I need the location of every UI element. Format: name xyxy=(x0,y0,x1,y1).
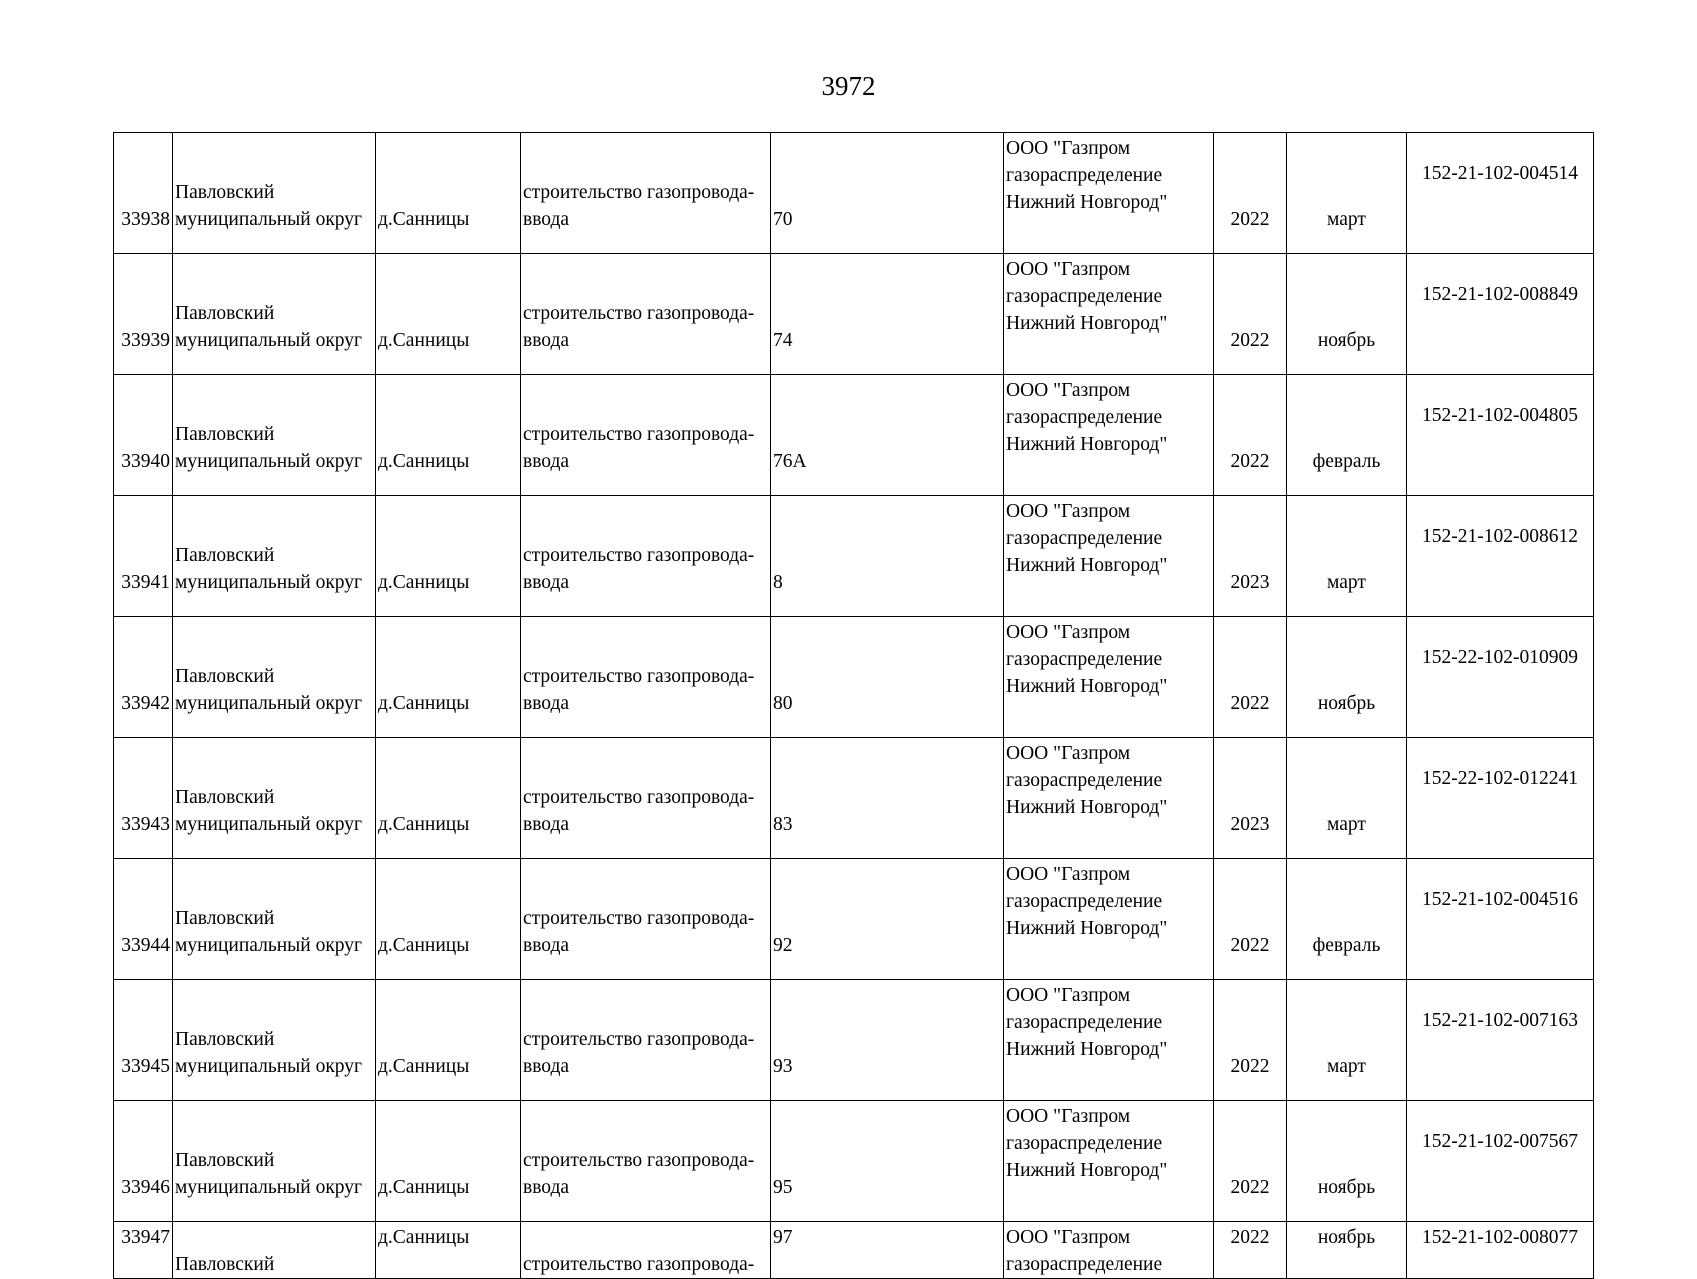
row-house: 93 xyxy=(771,980,1004,1101)
row-org xyxy=(1004,1101,1214,1222)
row-month: март xyxy=(1287,133,1407,254)
row-id: 33947 xyxy=(114,1222,173,1279)
table-row xyxy=(114,617,1594,738)
row-settlement: д.Санницы xyxy=(376,1101,521,1222)
row-district-line1: Павловский xyxy=(175,1150,275,1171)
row-district-line2: муниципальный округ xyxy=(175,1177,363,1198)
row-settlement: д.Санницы xyxy=(376,738,521,859)
row-month: март xyxy=(1287,496,1407,617)
row-work-line1: строительство газопровода- xyxy=(523,1029,755,1050)
row-work xyxy=(521,859,771,980)
row-code xyxy=(1407,254,1594,375)
row-code xyxy=(1407,738,1594,859)
row-month: февраль xyxy=(1287,375,1407,496)
row-id: 33943 xyxy=(114,738,173,859)
row-code-value: 152-22-102-010909 xyxy=(1422,647,1578,668)
row-org-line1: ООО "Газпром xyxy=(1006,259,1131,280)
row-id: 33945 xyxy=(114,980,173,1101)
row-org-line1: ООО "Газпром xyxy=(1006,1227,1131,1248)
row-house: 76А xyxy=(771,375,1004,496)
table-row xyxy=(114,738,1594,859)
row-work xyxy=(521,496,771,617)
row-district-line1: Павловский xyxy=(175,666,275,687)
row-org-line1: ООО "Газпром xyxy=(1006,380,1131,401)
row-org-line3: Нижний Новгород" xyxy=(1006,434,1168,455)
row-code xyxy=(1407,980,1594,1101)
row-work xyxy=(521,133,771,254)
row-code-value: 152-21-102-004516 xyxy=(1422,889,1578,910)
row-code xyxy=(1407,1101,1594,1222)
row-org-line1: ООО "Газпром xyxy=(1006,864,1131,885)
row-org-line2: газораспределение xyxy=(1006,407,1163,428)
row-id: 33944 xyxy=(114,859,173,980)
row-org-line2: газораспределение xyxy=(1006,649,1163,670)
row-settlement: д.Санницы xyxy=(376,375,521,496)
row-org-line3: Нижний Новгород" xyxy=(1006,1039,1168,1060)
row-work xyxy=(521,980,771,1101)
row-district-line2: муниципальный округ xyxy=(175,693,363,714)
row-work xyxy=(521,254,771,375)
row-org xyxy=(1004,254,1214,375)
row-code xyxy=(1407,375,1594,496)
row-month: февраль xyxy=(1287,859,1407,980)
table-row xyxy=(114,1101,1594,1222)
page-number: 3972 xyxy=(821,71,876,101)
row-month: март xyxy=(1287,738,1407,859)
row-org-line1: ООО "Газпром xyxy=(1006,743,1131,764)
row-code-value: 152-21-102-008612 xyxy=(1422,526,1578,547)
row-district-line2: муниципальный округ xyxy=(175,572,363,593)
row-code-value: 152-21-102-004514 xyxy=(1422,163,1578,184)
row-org-line1: ООО "Газпром xyxy=(1006,622,1131,643)
row-work-line2: ввода xyxy=(523,572,570,593)
row-year: 2022 xyxy=(1214,375,1287,496)
row-district xyxy=(173,980,376,1101)
row-code-value: 152-21-102-007163 xyxy=(1422,1010,1578,1031)
row-code xyxy=(1407,859,1594,980)
row-work-line2: ввода xyxy=(523,1177,570,1198)
row-work-line2: ввода xyxy=(523,209,570,230)
row-year: 2022 xyxy=(1214,1101,1287,1222)
row-district xyxy=(173,738,376,859)
row-org-line1: ООО "Газпром xyxy=(1006,138,1131,159)
row-org xyxy=(1004,133,1214,254)
row-settlement: д.Санницы xyxy=(376,859,521,980)
row-house: 83 xyxy=(771,738,1004,859)
row-year: 2022 xyxy=(1214,133,1287,254)
row-month: ноябрь xyxy=(1287,254,1407,375)
row-month: март xyxy=(1287,980,1407,1101)
table-row xyxy=(114,375,1594,496)
row-district-line2: муниципальный округ xyxy=(175,451,363,472)
row-district-line1: Павловский xyxy=(175,545,275,566)
row-work xyxy=(521,617,771,738)
row-settlement: д.Санницы xyxy=(376,133,521,254)
row-org-line3: Нижний Новгород" xyxy=(1006,192,1168,213)
row-org-line2: газораспределение xyxy=(1006,165,1163,186)
row-work xyxy=(521,738,771,859)
row-work xyxy=(521,1222,771,1279)
row-district xyxy=(173,1101,376,1222)
row-org-line2: газораспределение xyxy=(1006,891,1163,912)
row-district-line1: Павловский xyxy=(175,424,275,445)
row-code-value: 152-21-102-004805 xyxy=(1422,405,1578,426)
row-house: 92 xyxy=(771,859,1004,980)
row-work-line1: строительство газопровода- xyxy=(523,303,755,324)
row-year: 2022 xyxy=(1214,980,1287,1101)
row-id: 33940 xyxy=(114,375,173,496)
row-org-line1: ООО "Газпром xyxy=(1006,1106,1131,1127)
row-settlement: д.Санницы xyxy=(376,254,521,375)
row-org-line1: ООО "Газпром xyxy=(1006,501,1131,522)
row-settlement: д.Санницы xyxy=(376,1222,521,1279)
row-work xyxy=(521,1101,771,1222)
row-work-line2: ввода xyxy=(523,1056,570,1077)
row-work-line1: строительство газопровода- xyxy=(523,424,755,445)
row-org xyxy=(1004,738,1214,859)
row-code xyxy=(1407,496,1594,617)
row-org-line3: Нижний Новгород" xyxy=(1006,797,1168,818)
row-month: ноябрь xyxy=(1287,617,1407,738)
row-work-line2: ввода xyxy=(523,693,570,714)
row-org-line3: Нижний Новгород" xyxy=(1006,676,1168,697)
row-district-line1: Павловский xyxy=(175,182,275,203)
row-work-line2: ввода xyxy=(523,935,570,956)
row-id: 33941 xyxy=(114,496,173,617)
row-org xyxy=(1004,496,1214,617)
row-code-value: 152-22-102-012241 xyxy=(1422,768,1578,789)
row-org xyxy=(1004,375,1214,496)
row-district-line2: муниципальный округ xyxy=(175,1056,363,1077)
row-house: 74 xyxy=(771,254,1004,375)
row-month: ноябрь xyxy=(1287,1101,1407,1222)
row-code-value: 152-21-102-008849 xyxy=(1422,284,1578,305)
table-body xyxy=(114,133,1594,1279)
row-id: 33939 xyxy=(114,254,173,375)
row-district-line1: Павловский xyxy=(175,1029,275,1050)
row-org xyxy=(1004,859,1214,980)
row-district xyxy=(173,617,376,738)
registry-table xyxy=(113,132,1594,1279)
row-house: 95 xyxy=(771,1101,1004,1222)
row-district xyxy=(173,133,376,254)
row-org-line2: газораспределение xyxy=(1006,1133,1163,1154)
row-work-line2: ввода xyxy=(523,330,570,351)
row-year: 2022 xyxy=(1214,617,1287,738)
table-row xyxy=(114,980,1594,1101)
row-org xyxy=(1004,1222,1214,1279)
row-district xyxy=(173,496,376,617)
row-id: 33942 xyxy=(114,617,173,738)
row-org-line1: ООО "Газпром xyxy=(1006,985,1131,1006)
row-org-line2: газораспределение xyxy=(1006,1012,1163,1033)
table-row xyxy=(114,496,1594,617)
row-org-line3: Нижний Новгород" xyxy=(1006,918,1168,939)
row-house: 70 xyxy=(771,133,1004,254)
row-district-line2: муниципальный округ xyxy=(175,935,363,956)
row-house: 97 xyxy=(771,1222,1004,1279)
row-district xyxy=(173,1222,376,1279)
table-row xyxy=(114,133,1594,254)
row-district-line1: Павловский xyxy=(175,303,275,324)
row-settlement: д.Санницы xyxy=(376,496,521,617)
table-row xyxy=(114,254,1594,375)
row-district-line2: муниципальный округ xyxy=(175,330,363,351)
row-org-line3: Нижний Новгород" xyxy=(1006,1160,1168,1181)
row-district-line2: муниципальный округ xyxy=(175,209,363,230)
row-house: 8 xyxy=(771,496,1004,617)
row-work-line1: строительство газопровода- xyxy=(523,787,755,808)
row-month: ноябрь xyxy=(1287,1222,1407,1279)
row-work-line1: строительство газопровода- xyxy=(523,545,755,566)
row-org-line3: Нижний Новгород" xyxy=(1006,555,1168,576)
row-id: 33938 xyxy=(114,133,173,254)
row-year: 2022 xyxy=(1214,254,1287,375)
row-district-line1: Павловский xyxy=(175,1254,275,1275)
row-code: 152-21-102-008077 xyxy=(1407,1222,1594,1279)
row-org-line3: Нижний Новгород" xyxy=(1006,313,1168,334)
row-work-line1: строительство газопровода- xyxy=(523,182,755,203)
row-org xyxy=(1004,980,1214,1101)
row-org-line2: газораспределение xyxy=(1006,1254,1163,1275)
row-work-line1: строительство газопровода- xyxy=(523,1150,755,1171)
row-work xyxy=(521,375,771,496)
row-year: 2023 xyxy=(1214,738,1287,859)
row-code xyxy=(1407,133,1594,254)
table-row xyxy=(114,859,1594,980)
row-code xyxy=(1407,617,1594,738)
row-district xyxy=(173,254,376,375)
row-code-value: 152-21-102-007567 xyxy=(1422,1131,1578,1152)
row-org-line2: газораспределение xyxy=(1006,770,1163,791)
row-district-line1: Павловский xyxy=(175,908,275,929)
row-org-line2: газораспределение xyxy=(1006,528,1163,549)
row-year: 2022 xyxy=(1214,859,1287,980)
row-house: 80 xyxy=(771,617,1004,738)
row-district-line1: Павловский xyxy=(175,787,275,808)
row-org-line2: газораспределение xyxy=(1006,286,1163,307)
row-district xyxy=(173,375,376,496)
row-district xyxy=(173,859,376,980)
table-row-last xyxy=(114,1222,1594,1279)
row-work-line2: ввода xyxy=(523,814,570,835)
row-year: 2022 xyxy=(1214,1222,1287,1279)
row-org xyxy=(1004,617,1214,738)
row-year: 2023 xyxy=(1214,496,1287,617)
row-district-line2: муниципальный округ xyxy=(175,814,363,835)
row-settlement: д.Санницы xyxy=(376,617,521,738)
row-work-line1: строительство газопровода- xyxy=(523,908,755,929)
row-work-line2: ввода xyxy=(523,451,570,472)
row-work-line1: строительство газопровода- xyxy=(523,666,755,687)
row-id: 33946 xyxy=(114,1101,173,1222)
row-settlement: д.Санницы xyxy=(376,980,521,1101)
row-work-line1: строительство газопровода- xyxy=(523,1254,755,1275)
